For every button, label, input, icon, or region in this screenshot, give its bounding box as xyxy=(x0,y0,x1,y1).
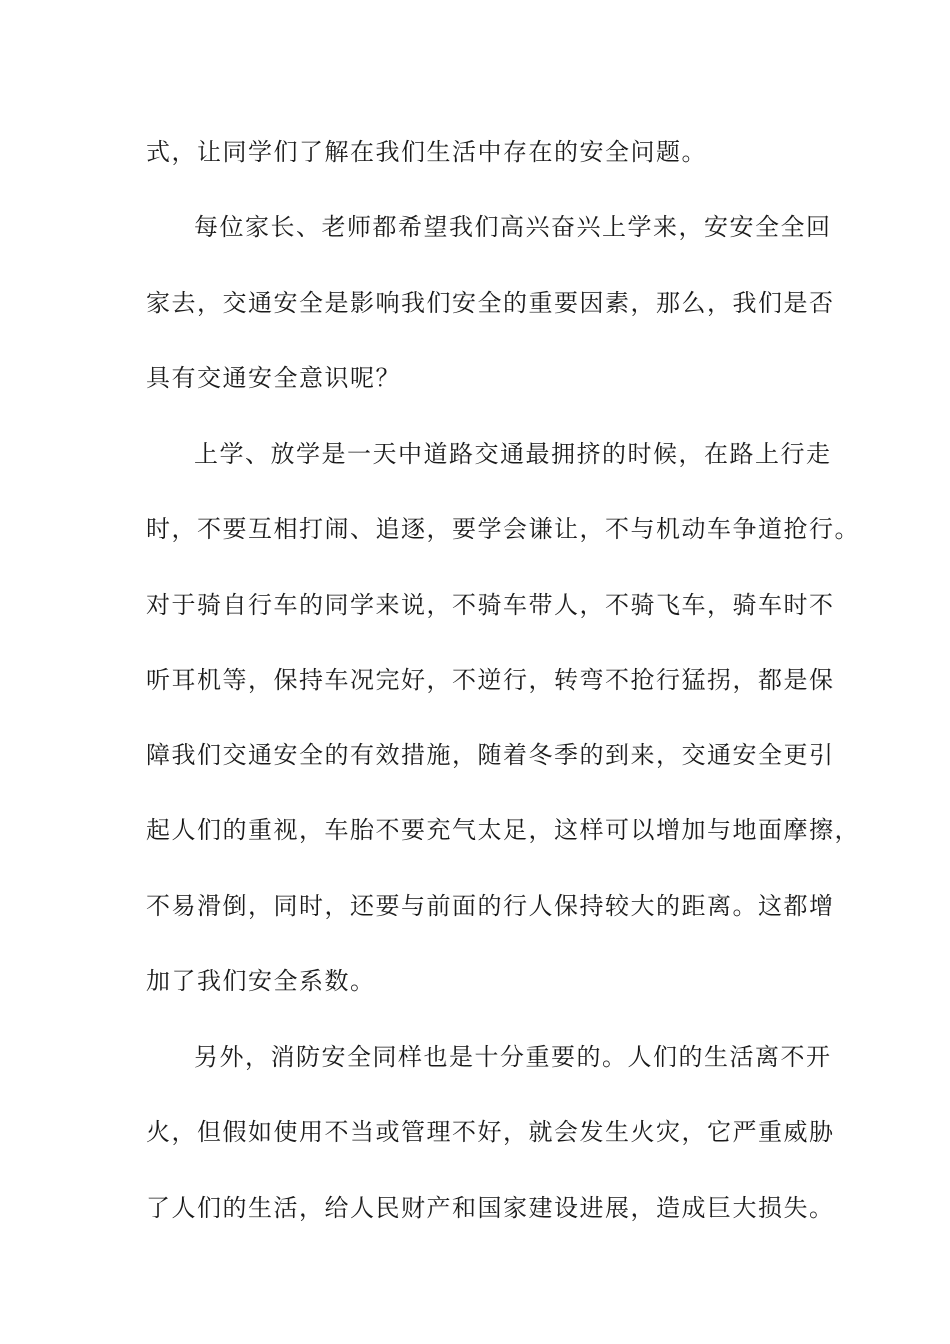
paragraph-start-line: 另外，消防安全同样也是十分重要的。人们的生活离不开 xyxy=(194,1043,832,1071)
text-line: 时，不要互相打闹、追逐，要学会谦让，不与机动车争道抢行。 xyxy=(146,515,860,543)
text-line: 家去，交通安全是影响我们安全的重要因素，那么，我们是否 xyxy=(146,289,835,317)
text-line: 不易滑倒，同时，还要与前面的行人保持较大的距离。这都增 xyxy=(146,892,835,920)
text-line: 式，让同学们了解在我们生活中存在的安全问题。 xyxy=(146,138,707,166)
text-line: 听耳机等，保持车况完好，不逆行，转弯不抢行猛拐，都是保 xyxy=(146,666,835,694)
text-line: 障我们交通安全的有效措施，随着冬季的到来，交通安全更引 xyxy=(146,741,835,769)
paragraph-start-line: 每位家长、老师都希望我们高兴奋兴上学来，安安全全回 xyxy=(194,213,832,241)
paragraph-start-line: 上学、放学是一天中道路交通最拥挤的时候，在路上行走 xyxy=(194,440,832,468)
text-line: 加了我们安全系数。 xyxy=(146,967,376,995)
text-line: 了人们的生活，给人民财产和国家建设进展，造成巨大损失。 xyxy=(146,1194,835,1222)
text-line: 具有交通安全意识呢？ xyxy=(146,364,401,392)
text-line: 火，但假如使用不当或管理不好，就会发生火灾，它严重威胁 xyxy=(146,1118,835,1146)
text-line: 对于骑自行车的同学来说，不骑车带人，不骑飞车，骑车时不 xyxy=(146,591,835,619)
text-line: 起人们的重视，车胎不要充气太足，这样可以增加与地面摩擦， xyxy=(146,816,860,844)
